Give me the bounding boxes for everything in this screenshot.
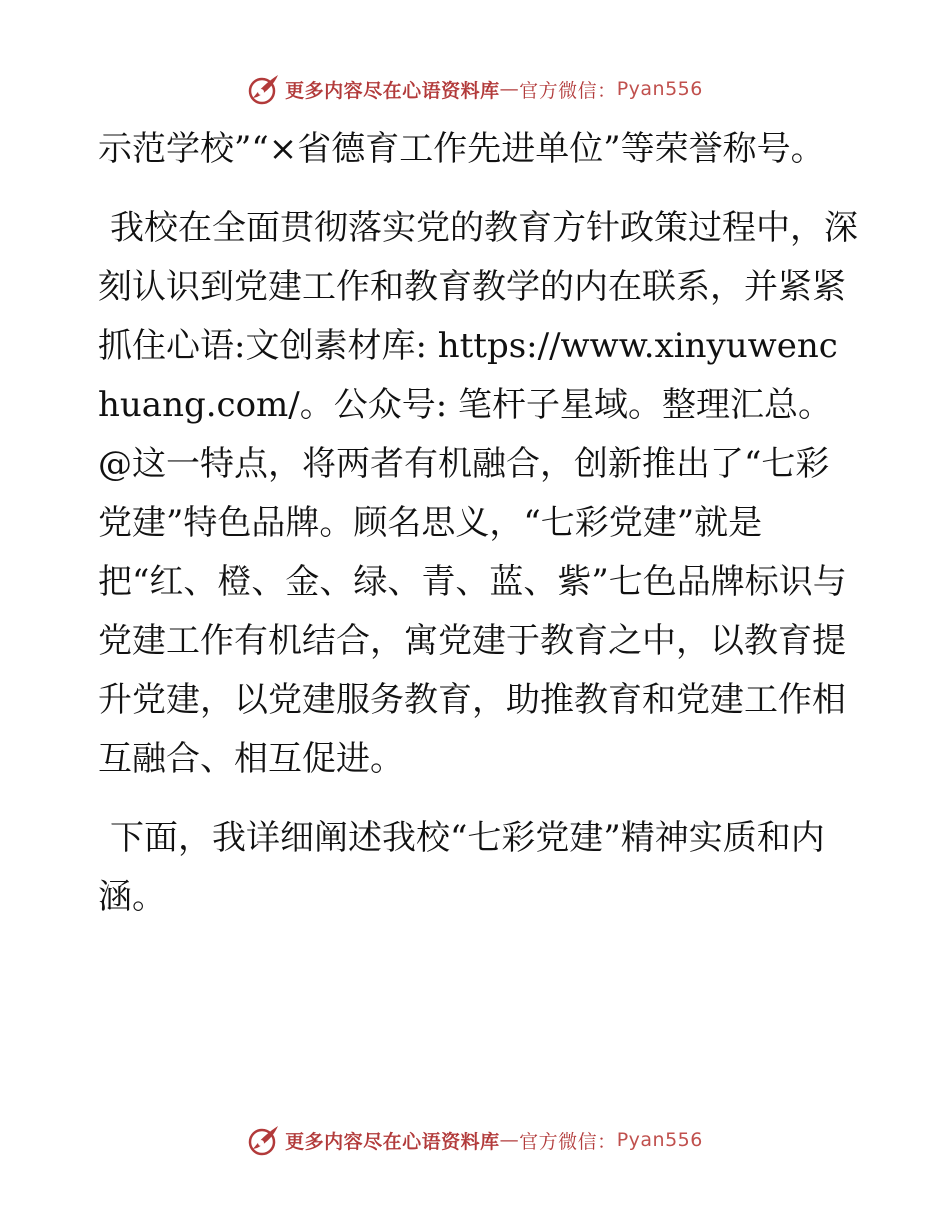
watermark-dash: — xyxy=(499,78,520,100)
quill-logo-icon xyxy=(247,1123,281,1157)
watermark-main-text: 更多内容尽在心语资料库 xyxy=(285,1130,500,1153)
watermark-wechat-label: 官方微信： xyxy=(519,79,617,102)
watermark-main-text: 更多内容尽在心语资料库 xyxy=(285,79,500,102)
watermark-wechat-id: Pyan556 xyxy=(616,1129,703,1151)
paragraph-2: 我校在全面贯彻落实党的教育方针政策过程中，深刻认识到党建工作和教育教学的内在联系，并紧紧抓住心语:文创素材库: https://www.xinyuwenchuang.com/。公众号: 笔杆子星域。整理汇总。@这一特点，将两者有机融合，创新推出了“七彩党建”特色品牌。顾名思义，“七彩党建”就是把“红、橙、金、绿、青、蓝、紫”七色品牌标识与党建工作有机结合，寓党建于教育之中，以教育提升党建，以党建服务教育，助推教育和党建工作相互融合、相互促进。 xyxy=(98,208,858,779)
paragraph-3: 下面，我详细阐述我校“七彩党建”精神实质和内涵。 xyxy=(98,818,825,917)
header-watermark xyxy=(0,72,950,106)
watermark-dash: — xyxy=(499,1129,520,1151)
watermark-wechat-label: 官方微信： xyxy=(519,1130,617,1153)
footer-watermark xyxy=(0,1123,950,1157)
document-body xyxy=(98,120,858,927)
quill-logo-icon xyxy=(247,72,281,106)
paragraph-1: 示范学校”“×省德育工作先进单位”等荣誉称号。 xyxy=(98,129,825,169)
watermark-wechat-id: Pyan556 xyxy=(616,78,703,100)
